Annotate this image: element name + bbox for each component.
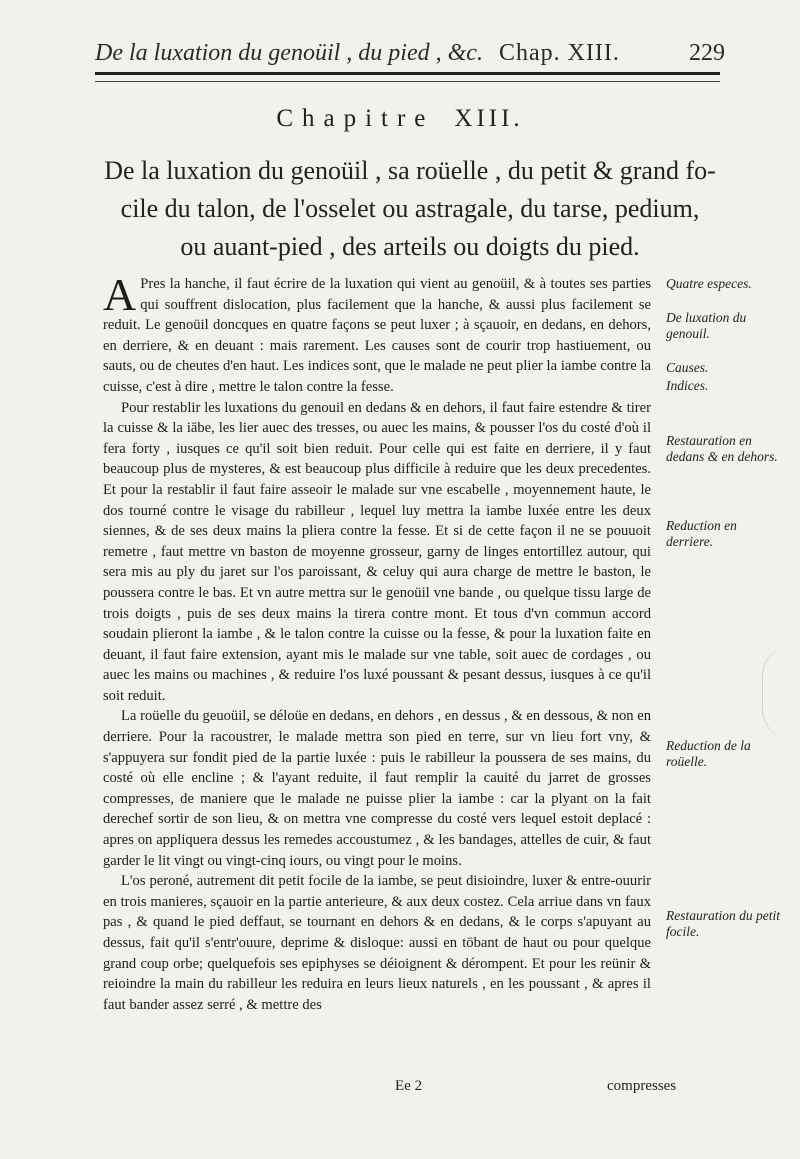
title-line-2: cile du talon, de l'osselet ou astragale, du tarse, pedium, — [120, 194, 700, 223]
signature-mark: Ee 2 — [395, 1078, 423, 1094]
chapter-heading — [0, 105, 800, 133]
chapter-numeral: XIII. — [454, 105, 524, 132]
paragraph-3: La roüelle du geuoüil, se déloüe en dedans, en dehors , en dessus , & en dessous, & non en derriere. Pour la racoustrer, le malade mettra son pied en terre, sur vn lieu fort vny, & s'appuyera sur fondit pied de la partie luxée : puis le rabilleur la poussera de ses mains, du costé où elle encline ; & l'ayant reduite, il faut remplir la cauité du jarret de grosses compresses, de maniere que le malade ne puisse plier la iambe : car la plyant on la fait derechef sortir de son lieu, & on mettra vne compresse du costé vers lequel estoit deplacé : apres on appliquera dessus les remedes accoustumez , & les bandages, attelles de cuir, & faut garder le lit vingt ou vingt-cinq iours, ou vingt pour le moins. — [103, 708, 651, 869]
margin-note-4: Indices. — [666, 378, 709, 393]
title-line-3: ou auant-pied , des arteils ou doigts du pied. — [180, 232, 640, 261]
margin-note-2: De luxation du genouil. — [666, 310, 747, 341]
chapter-label: Chapitre — [276, 105, 435, 132]
margin-note-1: Quatre especes. — [666, 276, 752, 291]
body-text — [103, 269, 651, 1015]
header-rule — [95, 72, 720, 82]
drop-cap: A — [103, 269, 137, 320]
chapter-title — [100, 152, 720, 266]
margin-note-8: Restauration du petit focile. — [666, 908, 780, 939]
title-line-1: De la luxation du genoüil , sa roüelle , du petit & grand fo- — [104, 156, 716, 185]
margin-note-7: Reduction de la roüelle. — [666, 738, 751, 769]
page-edge-mark — [762, 645, 793, 740]
paragraph-2: Pour restablir les luxations du genouil en dedans & en dehors, il faut faire estendre & tirer la cuisse & la iābe, les lier auec des tresses, ou auec les mains, & pousser l'os du costé d'où il fera forty , iusques ce qu'il soit bien reduit. Pour celle qui est faite en derriere, il y faut beaucoup plus de mysteres, & est beaucoup plus difficile à reduire que les deux precedentes. Et pour la restablir il faut faire asseoir le malade sur vne escabelle , moyennement haute, le dos tourné contre le visage du rabilleur , lequel luy mettra la iambe luxée entre les deux siennes, & de ses deux mains la pliera contre la fesse. Et si de cette façon il ne se pouuoit remetre , faut mettre vn baston de moyenne grosseur, garny de linges entortillez autour, qui sera mis au ply du jaret sur l'os paroissant, & celuy qui aura charge de mettre le baston, le poussera contre le bas. Et vn autre mettra sur le genoüil vne bande , ou quelque tissu large de trois doigts , puis de ses deux mains la tirera contre mont. Et tous d'vn commun accord soudain plieront la iambe , & le talon contre la cuisse ou la fesse, & pour la luxation faite en deuant, il faut faire extension, ayant mis le malade sur vne table, soit auec de cordages , ou auec les mains ou machines , & reduire l'os luxé poussant & pesant dessus, iusques à ce qu'il soit reduit. — [103, 399, 651, 704]
paragraph-1-text: Pres la hanche, il faut écrire de la luxation qui vient au genoüil, & à toutes ses parties qui souffrent dislocation, plus facilement que la hanche, & aussi plus facilement se reduit. Le genoüil doncques en quatre façons se peut luxer ; à sçauoir, en dedans, en dehors, en derriere, & en deuant : mais rarement. Les causes sont de courir trop hastiuement, ou sauts, ou de cheutes d'en haut. Les indices sont, que le malade ne peut plier la iambe contre la cuisse, c'est à dire , mettre le talon contre la fesse. — [103, 276, 651, 395]
running-head — [95, 40, 725, 67]
margin-note-5: Restauration en dedans & en dehors. — [666, 433, 778, 464]
running-head-chapter: Chap. XIII. — [498, 40, 620, 66]
catchword: compresses — [607, 1078, 677, 1094]
paragraph-4: L'os peroné, autrement dit petit focile de la iambe, se peut disioindre, luxer & entre-ouurir en trois manieres, sçauoir en la partie anterieure, & aux deux costez. Cela arriue dans vn faux pas , & quand le pied deffaut, se tournant en dehors & en dedans, & le corps s'apuyant au dessus, fait qu'il s'entr'ouure, deprime & disloque: aussi en tōbant de haut ou pour quelque grand coup orbe; quelquefois ses epiphyses se déioignent & dérompent. Et pour les reünir & reioindre la main du rabilleur les reduira en leurs lieux naturels , en les poussant , & apres il faut bander assez serré , & mettre des — [103, 873, 651, 1013]
margin-note-3: Causes. — [666, 360, 709, 375]
page-number: 229 — [689, 40, 725, 66]
running-head-title: De la luxation du genoüil , du pied , &c. — [95, 40, 483, 66]
margin-note-6: Reduction en derriere. — [666, 518, 737, 549]
paragraph-1 — [103, 269, 651, 398]
